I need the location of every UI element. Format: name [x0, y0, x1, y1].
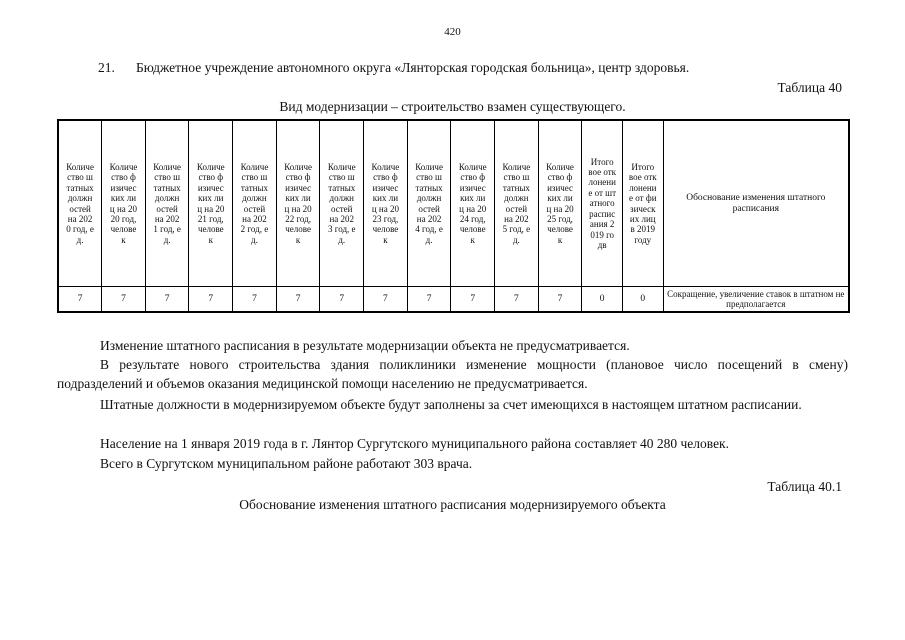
- paragraph: Всего в Сургутском муниципальном районе работают 303 врача.: [100, 456, 473, 471]
- column-header: Количество штатных должностей на 2022 год, ед.: [233, 120, 277, 287]
- column-header: Количество физических лиц на 2021 год, человек: [189, 120, 233, 287]
- paragraph: Штатные должности в модернизируемом объекте будут заполнены за счет имеющихся в настоящем штатном расписании.: [100, 397, 802, 412]
- table-cell: 7: [407, 287, 451, 313]
- column-header: Итого вое отклонение от штатного расписания 2019 годв: [582, 120, 623, 287]
- table-cell: 7: [58, 287, 102, 313]
- table-cell: 7: [145, 287, 189, 313]
- table-cell: 7: [320, 287, 364, 313]
- table-cell: 7: [364, 287, 408, 313]
- table-cell: 0: [622, 287, 663, 313]
- section-number: 21.: [98, 60, 115, 75]
- table-cell: 0: [582, 287, 623, 313]
- column-header: Количество штатных должностей на 2025 год, ед.: [495, 120, 539, 287]
- section-title: Бюджетное учреждение автономного округа «Лянторская городская больница», центр здоровья.: [136, 60, 690, 75]
- section-heading: [98, 60, 689, 76]
- table-cell: 7: [102, 287, 146, 313]
- table-cell: 7: [189, 287, 233, 313]
- staffing-table: [57, 119, 850, 313]
- table-40-1-label: Таблица 40.1: [767, 479, 842, 494]
- table-row: [58, 287, 849, 313]
- column-header: Количество физических лиц на 2020 год, человек: [102, 120, 146, 287]
- table-cell: 7: [495, 287, 539, 313]
- table-cell: 7: [276, 287, 320, 313]
- column-header: Количество штатных должностей на 2023 год, ед.: [320, 120, 364, 287]
- table-cell-justification: Сокращение, увеличение ставок в штатном не предполагается: [663, 287, 849, 313]
- page-number: 420: [444, 26, 461, 38]
- column-header: Количество штатных должностей на 2021 год, ед.: [145, 120, 189, 287]
- table-40-label: Таблица 40: [777, 80, 842, 95]
- column-header: Количество физических лиц на 2024 год, человек: [451, 120, 495, 287]
- table-cell: 7: [233, 287, 277, 313]
- column-header: Количество физических лиц на 2023 год, человек: [364, 120, 408, 287]
- table-40-caption: Вид модернизации – строительство взамен существующего.: [279, 99, 626, 114]
- paragraph: Изменение штатного расписания в результате модернизации объекта не предусматривается.: [100, 338, 630, 353]
- column-header-justification: Обоснование изменения штатного расписания: [663, 120, 849, 287]
- table-cell: 7: [451, 287, 495, 313]
- column-header: Количество физических лиц на 2022 год, человек: [276, 120, 320, 287]
- paragraph: В результате нового строительства здания поликлиники изменение мощности (плановое число посещений в смену) подразделений и объемов оказания медицинской помощи населению не предусматривается.: [57, 357, 848, 391]
- table-40-1-caption: Обоснование изменения штатного расписания модернизируемого объекта: [239, 497, 666, 512]
- column-header: Итого вое отклонение от физических лиц в 2019 году: [622, 120, 663, 287]
- paragraph: Население на 1 января 2019 года в г. Лянтор Сургутского муниципального района составляет 40 280 человек.: [100, 436, 729, 451]
- column-header: Количество штатных должностей на 2024 год, ед.: [407, 120, 451, 287]
- column-header: Количество физических лиц на 2025 год, человек: [538, 120, 582, 287]
- column-header: Количество штатных должностей на 2020 год, ед.: [58, 120, 102, 287]
- table-cell: 7: [538, 287, 582, 313]
- table-header-row: [58, 120, 849, 287]
